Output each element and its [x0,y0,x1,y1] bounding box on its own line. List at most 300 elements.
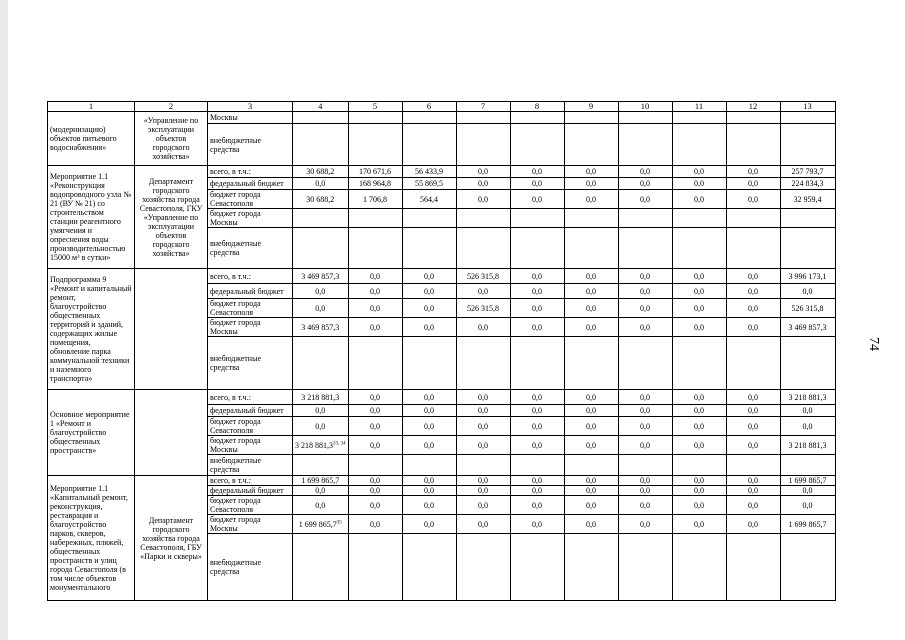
value-text: 0,0 [532,486,542,495]
value-cell [510,269,564,284]
value-cell [618,318,672,337]
value-text: 0,0 [640,406,650,415]
funding-source: федеральный бюджет [208,178,293,190]
value-cell [672,112,726,124]
value-text: 0,0 [586,194,596,204]
funding-source: внебюджетные средства [208,337,293,390]
value-text: 224 834,3 [791,179,824,188]
value-cell [618,178,672,190]
value-cell [456,337,510,390]
funding-source: всего, в т.ч.: [208,269,293,284]
value-cell [456,436,510,455]
value-text: 3 218 881,3 [301,392,340,402]
value-text: 0,0 [586,519,596,529]
value-cell [726,486,780,496]
value-cell [564,476,618,486]
value-cell [564,515,618,534]
value-text: 0,0 [640,519,650,529]
value-cell [726,166,780,178]
value-cell [510,405,564,417]
value-text: 0,0 [478,406,488,415]
value-cell [293,417,349,436]
value-cell [618,486,672,496]
value-cell [402,534,456,601]
value-cell [510,417,564,436]
value-cell [293,124,349,166]
value-text: 0,0 [586,167,596,176]
value-text: 0,0 [424,286,434,296]
value-text: 3 469 857,3 [301,322,340,332]
value-text: 0,0 [640,486,650,495]
value-cell [780,486,835,496]
value-cell [402,284,456,299]
page-number: 74 [866,337,881,351]
value-cell [618,534,672,601]
value-cell [456,284,510,299]
value-cell [618,337,672,390]
value-text: 0,0 [532,179,542,188]
value-cell [780,284,835,299]
value-text: 0,0 [586,322,596,332]
column-number: 7 [456,102,510,112]
value-cell [672,405,726,417]
value-text: 0,0 [424,421,434,431]
value-text: 0,0 [748,440,758,450]
value-text: 1 699 865,7 [301,476,340,485]
value-cell [456,476,510,486]
value-cell [726,112,780,124]
value-text: 0,0 [748,476,758,485]
value-cell [564,166,618,178]
funding-source: бюджет города Москвы [208,209,293,228]
value-cell [618,455,672,476]
funding-source: Москвы [208,112,293,124]
value-cell [510,337,564,390]
value-text: 0,0 [532,286,542,296]
value-cell [456,299,510,318]
value-cell [564,405,618,417]
value-cell [402,178,456,190]
value-cell [348,405,402,417]
value-text: 56 433,9 [415,167,443,176]
column-number: 13 [780,102,835,112]
value-text: 0,0 [694,519,704,529]
value-cell [780,534,835,601]
value-cell [618,405,672,417]
value-cell [293,190,349,209]
value-cell [402,337,456,390]
value-text: 0,0 [424,322,434,332]
value-cell [780,515,835,534]
value-text: 0,0 [478,486,488,495]
value-cell [293,390,349,405]
value-text: 0,0 [586,476,596,485]
value-cell [510,124,564,166]
value-cell [293,269,349,284]
value-text: 0,0 [532,322,542,332]
value-cell [672,318,726,337]
value-cell [564,337,618,390]
value-cell [672,496,726,515]
value-text: 0,0 [532,440,542,450]
value-cell [780,178,835,190]
value-cell [348,534,402,601]
value-text: 0,0 [694,286,704,296]
value-text: 0,0 [586,500,596,510]
column-number: 2 [135,102,208,112]
value-cell [510,190,564,209]
value-text: 0,0 [586,486,596,495]
value-cell [672,390,726,405]
value-text: 0,0 [694,392,704,402]
value-text: 0,0 [370,303,380,313]
value-cell [780,417,835,436]
value-text: 0,0 [748,322,758,332]
value-text: 0,0 [424,406,434,415]
value-text: 0,0 [370,519,380,529]
responsible [135,390,208,476]
value-text: 0,0 [370,440,380,450]
value-cell [510,318,564,337]
value-cell [564,486,618,496]
value-cell [402,318,456,337]
value-cell [456,496,510,515]
value-cell [510,178,564,190]
value-cell [348,124,402,166]
value-cell [293,166,349,178]
value-cell [672,178,726,190]
value-cell [726,284,780,299]
value-text: 526 315,8 [467,271,499,281]
value-text: 0,0 [694,322,704,332]
value-cell [293,178,349,190]
funding-source: всего, в т.ч.: [208,166,293,178]
column-number: 1 [48,102,135,112]
value-text: 0,0 [424,392,434,402]
value-cell [402,405,456,417]
value-cell [780,455,835,476]
item-name: Мероприятие 1.1 «Реконструкция водопроводного узла № 21 (ВУ № 21) со строительством станции реагентного умягчения и опреснения воды производительностью 15000 м³ в сутки» [48,166,135,269]
value-text: 257 793,7 [791,167,824,176]
value-text: 0,0 [586,303,596,313]
value-cell [456,112,510,124]
value-text: 0,0 [694,406,704,415]
value-cell [726,417,780,436]
value-cell [510,515,564,534]
value-cell [618,515,672,534]
value-text: 0,0 [478,194,488,204]
value-cell [510,390,564,405]
value-cell [456,166,510,178]
value-cell [510,476,564,486]
item-name: Основное мероприятие 1 «Ремонт и благоустройство общественных пространств» [48,390,135,476]
value-text: 3 218 881,3 [788,392,827,402]
value-cell [402,496,456,515]
value-text: 0,0 [694,179,704,188]
table-row [48,166,836,178]
value-cell [564,390,618,405]
value-cell [510,534,564,601]
value-cell [348,436,402,455]
value-cell [293,515,349,534]
value-cell [564,190,618,209]
value-cell [510,166,564,178]
value-text: 0,0 [802,421,813,431]
value-text: 0,0 [315,406,326,415]
column-number: 10 [618,102,672,112]
value-text: 0,0 [694,194,704,204]
value-cell [456,269,510,284]
value-text: 0,0 [532,392,542,402]
value-cell [293,486,349,496]
value-cell [672,209,726,228]
value-cell [293,436,349,455]
value-cell [456,534,510,601]
funding-source: бюджет города Москвы [208,436,293,455]
value-cell [780,228,835,269]
value-text: 170 671,6 [359,167,391,176]
value-text: 0,0 [586,440,596,450]
value-cell [726,190,780,209]
value-cell [402,486,456,496]
value-cell [618,190,672,209]
value-cell [726,318,780,337]
column-number: 6 [402,102,456,112]
funding-source: внебюджетные средства [208,124,293,166]
value-cell [456,486,510,496]
value-cell [726,455,780,476]
value-cell [456,209,510,228]
value-text: 3 469 857,3 [788,322,827,332]
value-text: 0,0 [370,476,380,485]
value-cell [564,269,618,284]
value-cell [780,405,835,417]
value-cell [672,486,726,496]
value-cell [402,112,456,124]
value-text: 564,4 [420,194,438,204]
value-cell [402,209,456,228]
value-text: 0,0 [532,476,542,485]
value-text: 0,0 [478,167,488,176]
value-cell [672,534,726,601]
item-name: Подпрограмма 9 «Ремонт и капитальный ремонт, благоустройство общественных территорий и зданий, содержащих жилые помещения, обновление парка коммунальной техники и наземного транспорта» [48,269,135,390]
footnote-ref: 35 [336,519,342,525]
value-cell [672,166,726,178]
value-cell [672,228,726,269]
value-text: 0,0 [315,179,326,188]
column-number: 4 [293,102,349,112]
value-cell [726,436,780,455]
value-text: 0,0 [315,486,326,495]
value-cell [348,455,402,476]
column-number: 12 [726,102,780,112]
value-cell [402,390,456,405]
funding-source: бюджет города Севастополя [208,496,293,515]
value-text: 526 315,8 [791,303,824,313]
column-number: 9 [564,102,618,112]
value-text: 0,0 [370,322,380,332]
value-text: 0,0 [802,406,813,415]
value-cell [402,476,456,486]
value-cell [293,337,349,390]
funding-source: внебюджетные средства [208,534,293,601]
value-cell [672,269,726,284]
value-cell [402,166,456,178]
value-text: 0,0 [640,194,650,204]
value-text: 0,0 [424,476,434,485]
value-text: 0,0 [694,421,704,431]
value-cell [456,228,510,269]
value-text: 0,0 [370,406,380,415]
value-cell [726,496,780,515]
value-cell [780,166,835,178]
value-cell [402,190,456,209]
value-text: 0,0 [748,500,758,510]
value-cell [510,112,564,124]
value-cell [564,417,618,436]
value-cell [293,318,349,337]
value-cell [456,405,510,417]
value-text: 0,0 [802,286,813,296]
responsible: Департамент городского хозяйства города Севастополя, ГБУ «Парки и скверы» [135,476,208,601]
value-cell [456,455,510,476]
value-cell [564,299,618,318]
value-text: 0,0 [370,500,380,510]
value-cell [402,228,456,269]
value-text: 0,0 [424,500,434,510]
value-text: 1 699 865,7 [788,476,827,485]
value-text: 30 688,2 [306,194,335,204]
value-cell [672,284,726,299]
value-text: 0,0 [315,500,326,510]
value-text: 0,0 [586,179,596,188]
funding-source: всего, в т.ч.: [208,390,293,405]
value-cell [402,455,456,476]
value-text: 0,0 [532,194,542,204]
value-cell [564,436,618,455]
responsible: Департамент городского хозяйства города Севастополя, ГКУ «Управление по эксплуатации объектов городского хозяйства» [135,166,208,269]
value-cell [456,124,510,166]
value-text: 0,0 [478,476,488,485]
value-cell [510,455,564,476]
value-cell [456,190,510,209]
value-cell [672,476,726,486]
funding-source: федеральный бюджет [208,284,293,299]
value-cell [348,390,402,405]
value-cell [780,337,835,390]
value-text: 0,0 [532,500,542,510]
value-cell [672,515,726,534]
value-text: 1 706,8 [363,194,387,204]
value-cell [348,209,402,228]
value-text: 55 869,5 [415,179,443,188]
value-cell [618,209,672,228]
responsible: «Управление по эксплуатации объектов городского хозяйства» [135,112,208,166]
value-cell [618,284,672,299]
table-row [48,269,836,284]
value-text: 0,0 [370,271,380,281]
value-text: 0,0 [748,286,758,296]
value-text: 0,0 [802,486,813,495]
value-cell [510,284,564,299]
value-cell [348,166,402,178]
value-cell [510,486,564,496]
item-name: (модернизацию) объектов питьевого водоснабжения» [48,112,135,166]
value-cell [564,496,618,515]
value-text: 0,0 [370,486,380,495]
value-text: 0,0 [586,392,596,402]
value-text: 3 469 857,3 [301,271,340,281]
funding-source: бюджет города Севастополя [208,190,293,209]
table-row [48,112,836,124]
value-cell [402,269,456,284]
value-text: 0,0 [586,271,596,281]
value-cell [564,455,618,476]
value-cell [348,269,402,284]
value-text: 0,0 [640,500,650,510]
value-cell [348,284,402,299]
value-text: 0,0 [424,303,434,313]
value-text: 0,0 [748,303,758,313]
value-text: 0,0 [640,476,650,485]
value-text: 0,0 [748,519,758,529]
value-cell [672,455,726,476]
value-cell [780,112,835,124]
value-text: 0,0 [370,421,380,431]
value-text: 0,0 [694,167,704,176]
value-cell [780,209,835,228]
value-text: 0,0 [748,406,758,415]
value-cell [348,178,402,190]
value-cell [726,337,780,390]
value-text: 0,0 [640,440,650,450]
value-cell [780,496,835,515]
value-text: 0,0 [694,486,704,495]
value-text: 0,0 [532,421,542,431]
table-row [48,476,836,486]
column-number: 11 [672,102,726,112]
value-cell [726,228,780,269]
value-cell [726,476,780,486]
column-number: 8 [510,102,564,112]
value-text: 0,0 [694,303,704,313]
value-cell [348,476,402,486]
value-text: 3 218 881,3 [295,440,333,450]
value-cell [618,166,672,178]
value-cell [726,299,780,318]
value-text: 3 996 173,1 [788,271,827,281]
value-cell [293,455,349,476]
value-cell [293,284,349,299]
value-text: 0,0 [370,392,380,402]
value-text: 0,0 [424,519,434,529]
value-cell [293,496,349,515]
funding-source: бюджет города Москвы [208,318,293,337]
value-cell [564,209,618,228]
value-text: 0,0 [640,303,650,313]
value-cell [402,124,456,166]
value-text: 0,0 [370,286,380,296]
value-text: 0,0 [532,167,542,176]
value-cell [564,318,618,337]
value-text: 32 959,4 [793,194,822,204]
value-text: 526 315,8 [467,303,499,313]
value-text: 0,0 [424,486,434,495]
value-text: 0,0 [694,500,704,510]
value-cell [672,417,726,436]
value-cell [780,476,835,486]
value-cell [618,476,672,486]
